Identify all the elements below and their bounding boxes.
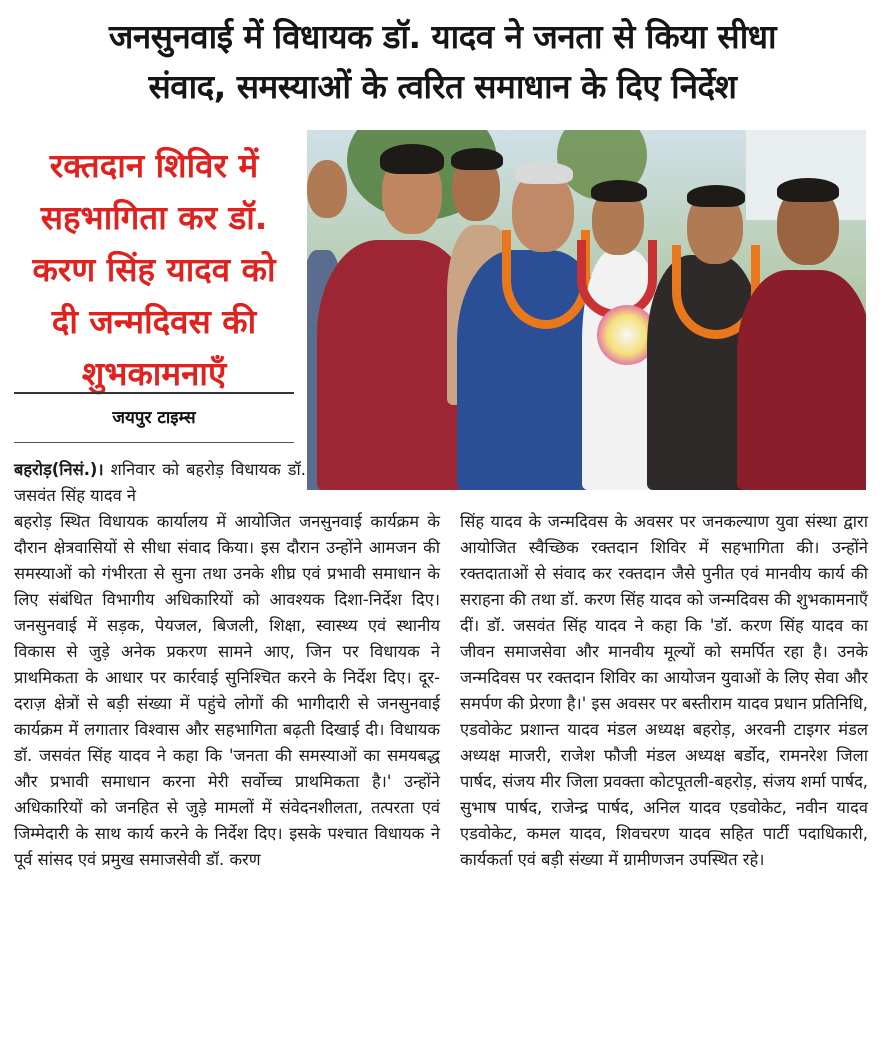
- news-photo: [307, 130, 866, 490]
- headline-line-2: संवाद, समस्याओं के त्वरित समाधान के दिए निर्देश: [148, 67, 737, 106]
- story-left-intro-text: शनिवार को बहरोड़ विधायक डॉ. जसवंत सिंह यादव ने: [14, 460, 306, 505]
- headline-line-1: जनसुनवाई में विधायक डॉ. यादव ने जनता से किया सीधा: [108, 17, 777, 56]
- divider: [14, 442, 294, 443]
- headline: [10, 12, 875, 112]
- subheadline: रक्तदान शिविर में सहभागिता कर डॉ. करण सिंह यादव को दी जन्मदिवस की शुभकामनाएँ: [32, 146, 276, 393]
- byline: जयपुर टाइम्स: [112, 408, 196, 428]
- story-left: बहरोड़ स्थित विधायक कार्यालय में आयोजित जनसुनवाई कार्यक्रम के दौरान क्षेत्रवासियों से सीधा संवाद किया। इस दौरान उन्होंने आमजन की समस्याओं को गंभीरता से सुना तथा उनके शीघ्र एवं प्रभावी समाधान के लिए संबंधित विभागीय अधिकारियों को आवश्यक दिशा-निर्देश दिए। जनसुनवाई में सड़क, पेयजल, बिजली, शिक्षा, स्वास्थ्य एवं स्थानीय विकास से जुड़े अनेक प्रकरण सामने आए, जिन पर विधायक ने प्राथमिकता के आधार पर कार्रवाई सुनिश्चित करने के निर्देश दिए। दूर-दराज़ क्षेत्रों से बड़ी संख्या में पहुंचे लोगों की भागीदारी से जनसुनवाई कार्यक्रम में लगातार विश्वास और सहभागिता बढ़ती दिखाई दी। विधायक डॉ. जसवंत सिंह यादव ने कहा कि 'जनता की समस्याओं का समयबद्ध और प्रभावी समाधान करना मेरी सर्वोच्च प्राथमिकता है।' उन्होंने अधिकारियों को जनहित से जुड़े मामलों में संवेदनशीलता, तत्परता एवं जिम्मेदारी के साथ कार्य करने के निर्देश दिए। इसके पश्चात विधायक ने पूर्व सांसद एवं प्रमुख समाजसेवी डॉ. करण: [14, 512, 440, 869]
- dateline: बहरोड़(निसं.)।: [14, 460, 104, 479]
- story-right: सिंह यादव के जन्मदिवस के अवसर पर जनकल्याण युवा संस्था द्वारा आयोजित स्वैच्छिक रक्तदान शिविर में सहभागिता की। उन्होंने रक्तदाताओं से संवाद कर रक्तदान जैसे पुनीत एवं मानवीय कार्य की सराहना की तथा डॉ. करण सिंह यादव को जन्मदिवस की शुभकामनाएँ दीं। डॉ. जसवंत सिंह यादव ने कहा कि 'डॉ. करण सिंह यादव का जीवन समाजसेवा और मानवीय मूल्यों को समर्पित रहा है। उनके जन्मदिवस पर रक्तदान शिविर का आयोजन युवाओं के लिए सेवा और समर्पण की प्रेरणा है।' इस अवसर पर बस्तीराम यादव प्रधान प्रतिनिधि, एडवोकेट प्रशान्त यादव मंडल अध्यक्ष बहरोड़, अरवनी टाइगर मंडल अध्यक्ष माजरी, राजेश फौजी मंडल अध्यक्ष बर्डोद, रामनरेश जिला पार्षद, संजय मीर जिला प्रवक्ता कोटपूतली-बहरोड़, संजय शर्मा पार्षद, सुभाष पार्षद, राजेन्द्र पार्षद, अनिल यादव एडवोकेट, नवीन यादव एडवोकेट, कमल यादव, शिवचरण यादव सहित पार्टी पदाधिकारी, कार्यकर्ता एवं बड़ी संख्या में ग्रामीणजन उपस्थित रहे।: [460, 512, 868, 869]
- divider: [14, 392, 294, 394]
- story-left-intro: [14, 457, 306, 509]
